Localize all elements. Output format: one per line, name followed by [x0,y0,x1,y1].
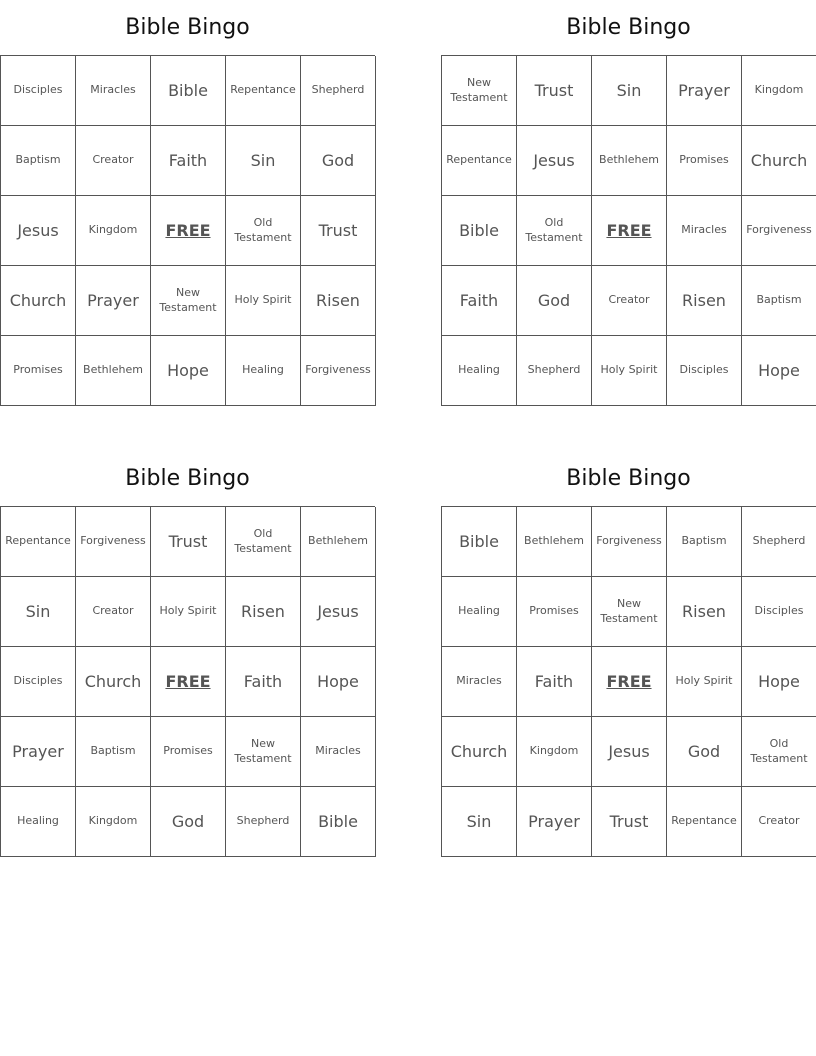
bingo-cell: God [667,717,742,787]
bingo-cell: Holy Spirit [226,266,301,336]
bingo-cell: Sin [226,126,301,196]
bingo-cell: Bethlehem [592,126,667,196]
bingo-grid [441,506,816,857]
bingo-cell: Jesus [517,126,592,196]
bingo-cell: Promises [151,717,226,787]
bingo-cell: Healing [442,336,517,406]
bingo-cell: Hope [742,336,816,406]
bingo-cell: Repentance [667,787,742,857]
card-title: Bible Bingo [566,15,691,40]
bingo-cell: Trust [517,56,592,126]
bingo-cell: Sin [1,577,76,647]
free-space: FREE [592,196,667,266]
free-space: FREE [151,196,226,266]
card-title: Bible Bingo [125,466,250,491]
bingo-cell: Church [1,266,76,336]
bingo-card-3 [0,451,375,857]
bingo-cell: Miracles [667,196,742,266]
bingo-cell: Hope [742,647,816,717]
bingo-cell: Church [742,126,816,196]
bingo-cell: Forgiveness [76,507,151,577]
bingo-grid [0,55,375,406]
bingo-cell: Church [76,647,151,717]
bingo-cell: Shepherd [517,336,592,406]
bingo-cell: Healing [442,577,517,647]
bingo-cell: Disciples [1,647,76,717]
bingo-cell: Forgiveness [742,196,816,266]
bingo-cell: Prayer [1,717,76,787]
bingo-cell: Jesus [1,196,76,266]
bingo-cell: Miracles [442,647,517,717]
bingo-cell: Hope [301,647,376,717]
bingo-grid [0,506,375,857]
bingo-cell: New Testament [592,577,667,647]
bingo-cell: Faith [442,266,517,336]
bingo-cell: Faith [517,647,592,717]
bingo-cell: Risen [301,266,376,336]
free-space: FREE [592,647,667,717]
bingo-cell: Bible [442,196,517,266]
bingo-cell: Disciples [667,336,742,406]
bingo-cell: Disciples [742,577,816,647]
bingo-cell: Creator [76,577,151,647]
bingo-cell: Bethlehem [517,507,592,577]
bingo-card-1 [0,0,375,406]
bingo-cell: Repentance [442,126,517,196]
bingo-cell: Risen [667,266,742,336]
bingo-cell: Kingdom [742,56,816,126]
bingo-cell: Bible [301,787,376,857]
bingo-cell: Miracles [76,56,151,126]
bingo-cell: Repentance [226,56,301,126]
bingo-cell: Creator [742,787,816,857]
bingo-cell: Baptism [742,266,816,336]
bingo-cell: Kingdom [76,787,151,857]
bingo-card-2 [441,0,816,406]
bingo-cell: Holy Spirit [667,647,742,717]
bingo-cell: Baptism [76,717,151,787]
bingo-cell: Prayer [76,266,151,336]
bingo-cell: Promises [517,577,592,647]
bingo-cell: God [517,266,592,336]
bingo-cell: Old Testament [226,196,301,266]
bingo-cell: Baptism [1,126,76,196]
card-title: Bible Bingo [566,466,691,491]
bingo-cell: Faith [151,126,226,196]
bingo-cell: Promises [1,336,76,406]
bingo-cell: New Testament [226,717,301,787]
bingo-cell: New Testament [442,56,517,126]
bingo-cell: Disciples [1,56,76,126]
bingo-cell: Trust [592,787,667,857]
bingo-cell: Forgiveness [592,507,667,577]
bingo-cell: Holy Spirit [151,577,226,647]
bingo-cell: Shepherd [301,56,376,126]
bingo-cell: Church [442,717,517,787]
bingo-cell: Risen [226,577,301,647]
bingo-card-4 [441,451,816,857]
bingo-cell: Holy Spirit [592,336,667,406]
bingo-cell: Shepherd [226,787,301,857]
bingo-grid [441,55,816,406]
bingo-cell: Creator [592,266,667,336]
bingo-cell: Trust [301,196,376,266]
bingo-cell: Risen [667,577,742,647]
bingo-cell: Sin [592,56,667,126]
bingo-cell: Bethlehem [301,507,376,577]
bingo-cell: Shepherd [742,507,816,577]
bingo-cell: Jesus [301,577,376,647]
bingo-cell: Kingdom [517,717,592,787]
bingo-cell: Faith [226,647,301,717]
bingo-cell: God [151,787,226,857]
bingo-cell: Old Testament [226,507,301,577]
free-space: FREE [151,647,226,717]
bingo-cell: Sin [442,787,517,857]
bingo-cell: Healing [226,336,301,406]
bingo-cell: Bible [151,56,226,126]
bingo-cell: New Testament [151,266,226,336]
bingo-cell: Repentance [1,507,76,577]
card-title: Bible Bingo [125,15,250,40]
bingo-cell: Prayer [667,56,742,126]
bingo-cell: Kingdom [76,196,151,266]
bingo-cell: Hope [151,336,226,406]
bingo-cell: Miracles [301,717,376,787]
bingo-cell: Trust [151,507,226,577]
bingo-cell: Healing [1,787,76,857]
bingo-cell: Forgiveness [301,336,376,406]
bingo-cell: Promises [667,126,742,196]
bingo-cell: Baptism [667,507,742,577]
bingo-cell: Prayer [517,787,592,857]
bingo-cell: Bethlehem [76,336,151,406]
bingo-cell: Bible [442,507,517,577]
bingo-cell: God [301,126,376,196]
bingo-cell: Creator [76,126,151,196]
bingo-cell: Old Testament [517,196,592,266]
bingo-cell: Jesus [592,717,667,787]
bingo-cell: Old Testament [742,717,816,787]
